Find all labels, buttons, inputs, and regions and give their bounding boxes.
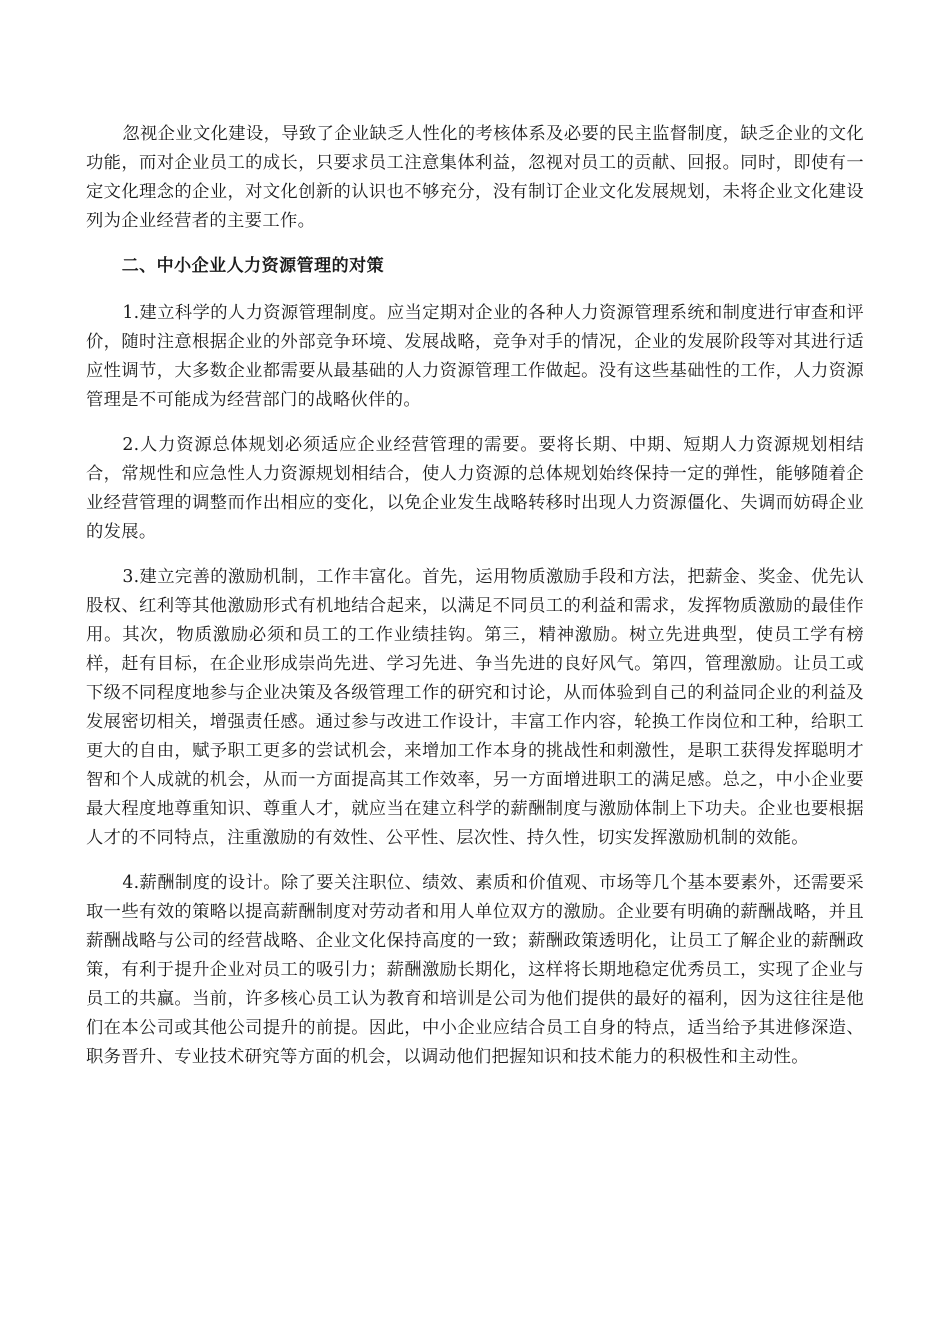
section-heading: 二、中小企业人力资源管理的对策: [121, 256, 385, 276]
paragraph-1: 1.建立科学的人力资源管理制度。应当定期对企业的各种人力资源管理系统和制度进行审查和评价，随时注意根据企业的外部竞争环境、发展战略，竞争对手的情况，企业的发展阶段等对其进行适应性调节，大多数企业都需要从最基础的人力资源管理工作做起。没有这些基础性的工作，人力资源管理是不可能成为经营部门的战略伙伴的。: [86, 303, 864, 410]
paragraph-4: 4.薪酬制度的设计。除了要关注职位、绩效、素质和价值观、市场等几个基本要素外，还需要采取一些有效的策略以提高薪酬制度对劳动者和用人单位双方的激励。企业要有明确的薪酬战略，并且薪酬战略与公司的经营战略、企业文化保持高度的一致；薪酬政策透明化，让员工了解企业的薪酬政策，有利于提升企业对员工的吸引力；薪酬激励长期化，这样将长期地稳定优秀员工，实现了企业与员工的共赢。当前，许多核心员工认为教育和培训是公司为他们提供的最好的福利，因为这往往是他们在本公司或其他公司提升的前提。因此，中小企业应结合员工自身的特点，适当给予其进修深造、职务晋升、专业技术研究等方面的机会，以调动他们把握知识和技术能力的积极性和主动性。: [86, 873, 864, 1067]
intro-paragraph: 忽视企业文化建设，导致了企业缺乏人性化的考核体系及必要的民主监督制度，缺乏企业的文化功能，而对企业员工的成长，只要求员工注意集体利益，忽视对员工的贡献、回报。同时，即使有一定文化理念的企业，对文化创新的认识也不够充分，没有制订企业文化发展规划，未将企业文化建设列为企业经营者的主要工作。: [86, 124, 864, 231]
paragraph-3: 3.建立完善的激励机制，工作丰富化。首先，运用物质激励手段和方法，把薪金、奖金、优先认股权、红利等其他激励形式有机地结合起来，以满足不同员工的利益和需求，发挥物质激励的最佳作用。其次，物质激励必须和员工的工作业绩挂钩。第三，精神激励。树立先进典型，使员工学有榜样，赶有目标，在企业形成崇尚先进、学习先进、争当先进的良好风气。第四，管理激励。让员工或下级不同程度地参与企业决策及各级管理工作的研究和讨论，从而体验到自己的利益同企业的利益及发展密切相关，增强责任感。通过参与改进工作设计，丰富工作内容，轮换工作岗位和工种，给职工更大的自由，赋予职工更多的尝试机会，来增加工作本身的挑战性和刺激性，是职工获得发挥聪明才智和个人成就的机会，从而一方面提高其工作效率，另一方面增进职工的满足感。总之，中小企业要最大程度地尊重知识、尊重人才，就应当在建立科学的薪酬制度与激励体制上下功夫。企业也要根据人才的不同特点，注重激励的有效性、公平性、层次性、持久性，切实发挥激励机制的效能。: [86, 567, 864, 848]
document-body: [86, 120, 864, 1088]
paragraph-2: 2.人力资源总体规划必须适应企业经营管理的需要。要将长期、中期、短期人力资源规划相结合，常规性和应急性人力资源规划相结合，使人力资源的总体规划始终保持一定的弹性，能够随着企业经营管理的调整而作出相应的变化，以免企业发生战略转移时出现人力资源僵化、失调而妨碍企业的发展。: [86, 435, 864, 542]
